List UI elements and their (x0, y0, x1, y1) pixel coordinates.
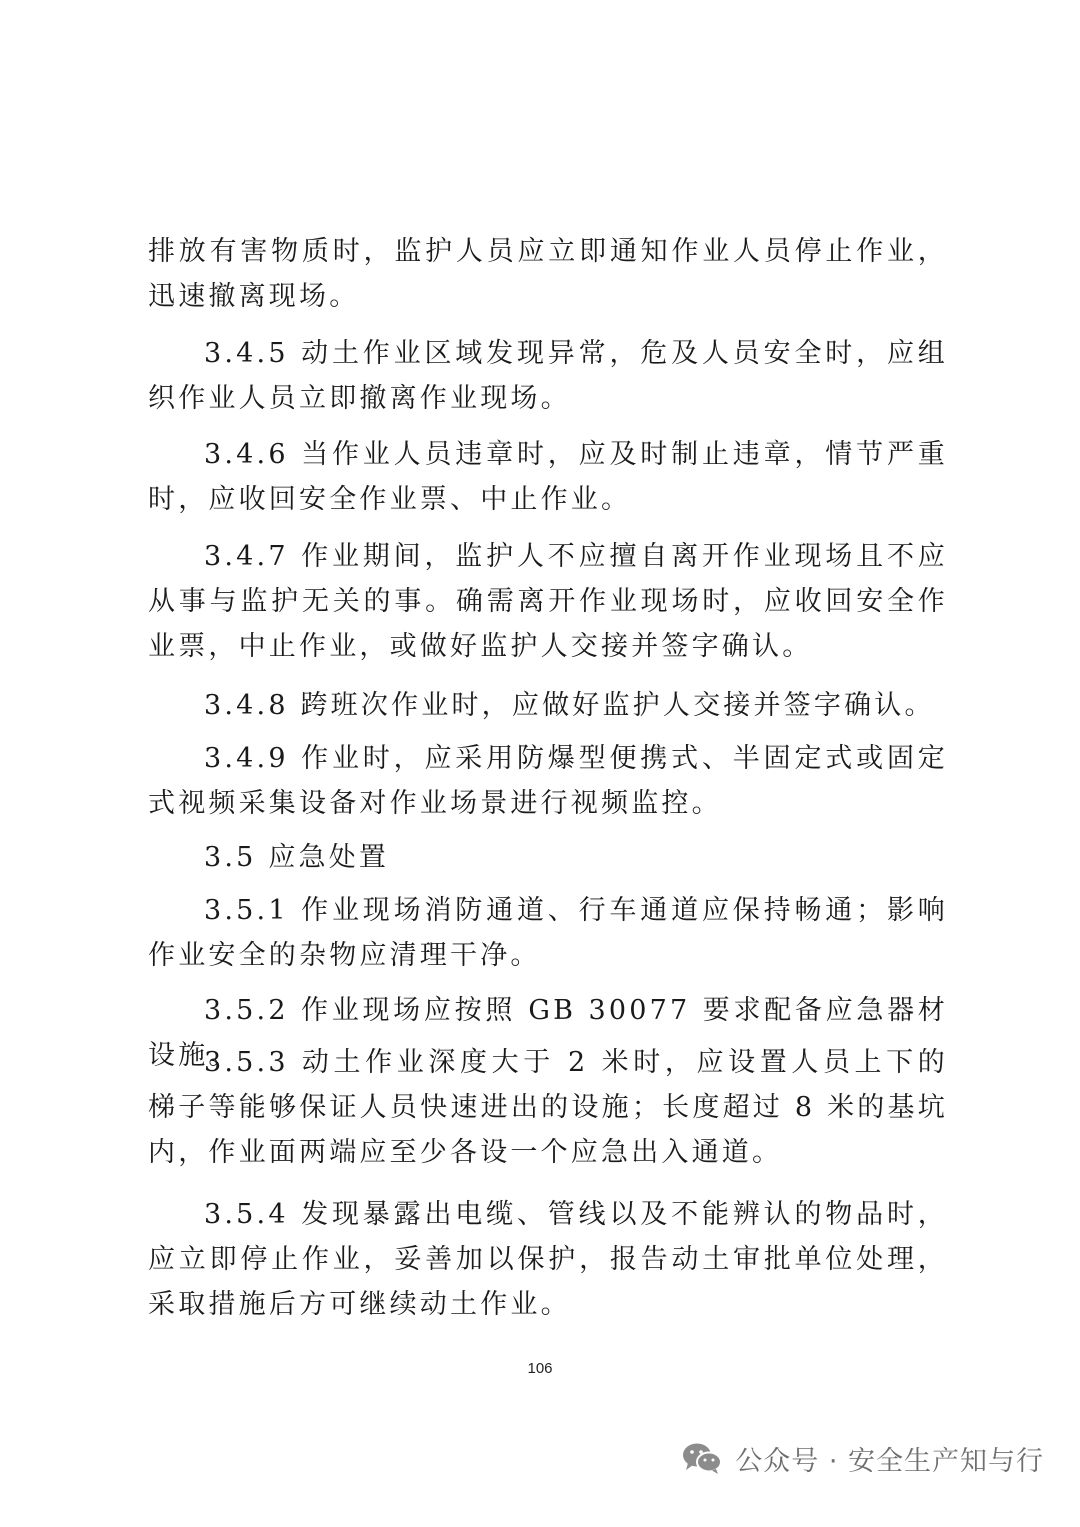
paragraph-3-4-7: 3.4.7 作业期间，监护人不应擅自离开作业现场且不应从事与监护无关的事。确需离开作业现场时，应收回安全作业票，中止作业，或做好监护人交接并签字确认。 (148, 541, 948, 662)
paragraph-3-5-4: 3.5.4 发现暴露出电缆、管线以及不能辨认的物品时，应立即停止作业，妥善加以保护，报告动土审批单位处理，采取措施后方可继续动土作业。 (148, 1199, 948, 1320)
watermark-text: 公众号 · 安全生产知与行 (735, 1445, 1044, 1477)
paragraph-3-4-9: 3.4.9 作业时，应采用防爆型便携式、半固定式或固定式视频采集设备对作业场景进行视频监控。 (148, 743, 948, 819)
paragraph-3-5-1: 3.5.1 作业现场消防通道、行车通道应保持畅通；影响作业安全的杂物应清理干净。 (148, 895, 948, 971)
page-number: 106 (527, 1360, 553, 1377)
paragraph-continuation: 排放有害物质时，监护人员应立即通知作业人员停止作业，迅速撤离现场。 (148, 236, 948, 312)
paragraph-3-4-5: 3.4.5 动土作业区域发现异常，危及人员安全时，应组织作业人员立即撤离作业现场。 (148, 338, 948, 414)
paragraph-3-4-6: 3.4.6 当作业人员违章时，应及时制止违章，情节严重时，应收回安全作业票、中止作业。 (148, 439, 948, 515)
paragraph-3-5-2: 3.5.2 作业现场应按照 GB 30077 要求配备应急器材设施。 (148, 995, 948, 1071)
watermark (681, 1438, 1044, 1478)
wechat-icon (681, 1441, 723, 1475)
paragraph-3-4-8: 3.4.8 跨班次作业时，应做好监护人交接并签字确认。 (204, 690, 935, 721)
paragraph-3-5-3: 3.5.3 动土作业深度大于 2 米时，应设置人员上下的梯子等能够保证人员快速进出的设施；长度超过 8 米的基坑内，作业面两端应至少各设一个应急出入通道。 (148, 1047, 948, 1168)
section-heading-3-5: 3.5 应急处置 (204, 842, 390, 873)
